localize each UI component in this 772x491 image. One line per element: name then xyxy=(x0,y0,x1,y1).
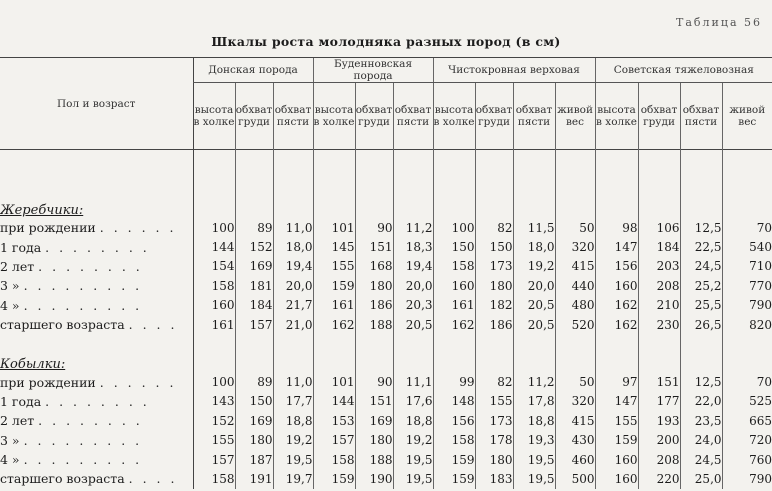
table-cell: 760 xyxy=(722,450,772,469)
row-label-text: при рождении xyxy=(0,220,96,236)
table-cell: 20,3 xyxy=(393,296,433,315)
row-label xyxy=(0,372,193,391)
table-cell: 155 xyxy=(595,411,638,430)
table-cell: 190 xyxy=(355,469,393,488)
row-label-text: старшего возраста xyxy=(0,471,125,487)
table-cell: 25,5 xyxy=(680,296,722,315)
table-cell: 20,5 xyxy=(513,296,555,315)
table-cell: 19,5 xyxy=(273,450,313,469)
table-cell: 460 xyxy=(555,450,595,469)
table-cell: 320 xyxy=(555,237,595,256)
metric-header: обхват пясти xyxy=(273,83,313,150)
table-cell: 17,8 xyxy=(513,392,555,411)
row-label xyxy=(0,296,193,315)
table-cell: 25,2 xyxy=(680,276,722,295)
table-cell: 24,5 xyxy=(680,257,722,276)
table-cell: 520 xyxy=(555,315,595,334)
table-cell: 160 xyxy=(433,276,475,295)
table-cell: 200 xyxy=(638,431,680,450)
table-cell: 188 xyxy=(355,450,393,469)
table-cell: 19,4 xyxy=(393,257,433,276)
table-row xyxy=(0,257,772,276)
row-label xyxy=(0,450,193,469)
metric-header: высота в холке xyxy=(595,83,638,150)
metric-header: обхват груди xyxy=(235,83,273,150)
table-cell: 665 xyxy=(722,411,772,430)
table-cell: 155 xyxy=(313,257,355,276)
table-cell: 144 xyxy=(193,237,235,256)
table-cell: 156 xyxy=(595,257,638,276)
table-cell: 210 xyxy=(638,296,680,315)
table-cell: 25,0 xyxy=(680,469,722,488)
leader-dots: . . . . . . . . . xyxy=(23,452,143,468)
table-cell: 20,5 xyxy=(513,315,555,334)
table-cell: 18,8 xyxy=(513,411,555,430)
table-cell: 20,0 xyxy=(513,276,555,295)
table-cell: 144 xyxy=(313,392,355,411)
table-cell: 160 xyxy=(193,296,235,315)
table-row xyxy=(0,431,772,450)
table-cell: 148 xyxy=(433,392,475,411)
table-cell: 184 xyxy=(235,296,273,315)
table-cell: 162 xyxy=(433,315,475,334)
table-cell: 101 xyxy=(313,218,355,237)
table-cell: 161 xyxy=(433,296,475,315)
breed-header: Советская тяжеловозная xyxy=(595,58,772,83)
table-cell: 21,7 xyxy=(273,296,313,315)
table-cell: 19,5 xyxy=(393,450,433,469)
metric-header: высота в холке xyxy=(193,83,235,150)
table-cell: 161 xyxy=(193,315,235,334)
table-cell: 145 xyxy=(313,237,355,256)
leader-dots: . . . . . . . . . xyxy=(23,297,143,313)
table-cell: 106 xyxy=(638,218,680,237)
row-label xyxy=(0,469,193,488)
table-cell: 480 xyxy=(555,296,595,315)
table-cell: 19,5 xyxy=(513,450,555,469)
table-cell: 169 xyxy=(235,257,273,276)
leader-dots: . . . . . . . . . xyxy=(23,278,143,294)
table-cell: 152 xyxy=(193,411,235,430)
table-row xyxy=(0,372,772,391)
table-cell: 184 xyxy=(638,237,680,256)
table-cell: 159 xyxy=(313,469,355,488)
table-cell: 11,2 xyxy=(513,372,555,391)
table-row xyxy=(0,392,772,411)
table-body xyxy=(0,150,772,489)
leader-dots: . . . . . . . . . xyxy=(23,432,143,448)
table-cell: 18,0 xyxy=(273,237,313,256)
table-cell: 147 xyxy=(595,237,638,256)
row-label xyxy=(0,257,193,276)
table-cell: 151 xyxy=(355,237,393,256)
row-label-text: при рождении xyxy=(0,374,96,390)
table-cell: 158 xyxy=(433,431,475,450)
row-label-text: 3 » xyxy=(0,432,20,448)
table-cell: 19,7 xyxy=(273,469,313,488)
table-cell: 152 xyxy=(235,237,273,256)
metric-header: обхват пясти xyxy=(513,83,555,150)
leader-dots: . . . . . . . . xyxy=(38,413,143,429)
table-cell: 82 xyxy=(475,372,513,391)
table-cell: 193 xyxy=(638,411,680,430)
table-cell: 180 xyxy=(355,431,393,450)
row-label-text: 2 лет xyxy=(0,258,35,274)
metric-header: обхват пясти xyxy=(680,83,722,150)
row-label xyxy=(0,392,193,411)
table-cell: 11,0 xyxy=(273,218,313,237)
row-label xyxy=(0,237,193,256)
table-cell: 720 xyxy=(722,431,772,450)
table-cell: 21,0 xyxy=(273,315,313,334)
table-cell: 180 xyxy=(475,276,513,295)
table-cell: 820 xyxy=(722,315,772,334)
table-cell: 181 xyxy=(235,276,273,295)
metric-header: высота в холке xyxy=(313,83,355,150)
table-cell: 790 xyxy=(722,469,772,488)
table-cell: 19,2 xyxy=(273,431,313,450)
table-cell: 186 xyxy=(355,296,393,315)
row-label-text: 3 » xyxy=(0,278,20,294)
table-title: Шкалы роста молодняка разных пород (в см) xyxy=(211,34,561,49)
table-cell: 82 xyxy=(475,218,513,237)
table-cell: 143 xyxy=(193,392,235,411)
table-row xyxy=(0,469,772,488)
growth-table xyxy=(0,57,772,489)
table-cell: 158 xyxy=(193,469,235,488)
table-cell: 173 xyxy=(475,411,513,430)
table-cell: 178 xyxy=(475,431,513,450)
table-cell: 187 xyxy=(235,450,273,469)
table-cell: 155 xyxy=(193,431,235,450)
row-label-text: 4 » xyxy=(0,297,20,313)
row-label-text: 1 года xyxy=(0,393,42,409)
table-cell: 100 xyxy=(193,218,235,237)
table-cell: 12,5 xyxy=(680,372,722,391)
table-cell: 99 xyxy=(433,372,475,391)
leader-dots: . . . . . . . . xyxy=(45,393,150,409)
table-cell: 440 xyxy=(555,276,595,295)
table-cell: 155 xyxy=(475,392,513,411)
table-cell: 26,5 xyxy=(680,315,722,334)
table-cell: 220 xyxy=(638,469,680,488)
table-cell: 180 xyxy=(235,431,273,450)
table-cell: 89 xyxy=(235,218,273,237)
metric-header: обхват груди xyxy=(475,83,513,150)
table-cell: 183 xyxy=(475,469,513,488)
table-cell: 168 xyxy=(355,257,393,276)
table-row xyxy=(0,411,772,430)
table-cell: 151 xyxy=(638,372,680,391)
table-cell: 156 xyxy=(433,411,475,430)
table-cell: 151 xyxy=(355,392,393,411)
table-cell: 158 xyxy=(193,276,235,295)
leader-dots: . . . . . . xyxy=(99,220,177,236)
table-cell: 19,2 xyxy=(513,257,555,276)
table-cell: 70 xyxy=(722,372,772,391)
table-cell: 100 xyxy=(193,372,235,391)
metric-header: обхват пясти xyxy=(393,83,433,150)
table-cell: 11,1 xyxy=(393,372,433,391)
table-cell: 177 xyxy=(638,392,680,411)
table-number: Таблица 56 xyxy=(676,16,762,29)
row-label xyxy=(0,315,193,334)
table-cell: 180 xyxy=(475,450,513,469)
table-cell: 24,0 xyxy=(680,431,722,450)
leader-dots: . . . . xyxy=(128,471,178,487)
table-cell: 23,5 xyxy=(680,411,722,430)
table-cell: 154 xyxy=(193,257,235,276)
table-cell: 162 xyxy=(595,296,638,315)
table-cell: 19,4 xyxy=(273,257,313,276)
table-cell: 70 xyxy=(722,218,772,237)
table-cell: 162 xyxy=(313,315,355,334)
table-cell: 20,5 xyxy=(393,315,433,334)
table-cell: 169 xyxy=(235,411,273,430)
table-cell: 18,8 xyxy=(273,411,313,430)
table-cell: 11,2 xyxy=(393,218,433,237)
table-cell: 180 xyxy=(355,276,393,295)
table-cell: 90 xyxy=(355,218,393,237)
table-cell: 159 xyxy=(433,450,475,469)
table-cell: 19,3 xyxy=(513,431,555,450)
table-cell: 159 xyxy=(595,431,638,450)
row-label xyxy=(0,218,193,237)
table-cell: 101 xyxy=(313,372,355,391)
table-cell: 525 xyxy=(722,392,772,411)
table-cell: 12,5 xyxy=(680,218,722,237)
table-cell: 160 xyxy=(595,450,638,469)
table-cell: 182 xyxy=(475,296,513,315)
table-cell: 20,0 xyxy=(393,276,433,295)
leader-dots: . . . . xyxy=(128,317,178,333)
table-cell: 157 xyxy=(313,431,355,450)
table-cell: 22,0 xyxy=(680,392,722,411)
table-cell: 320 xyxy=(555,392,595,411)
table-cell: 24,5 xyxy=(680,450,722,469)
table-cell: 150 xyxy=(433,237,475,256)
table-cell: 157 xyxy=(193,450,235,469)
breed-header: Чистокровная верховая xyxy=(433,58,595,83)
table-cell: 50 xyxy=(555,218,595,237)
table-cell: 19,5 xyxy=(393,469,433,488)
table-cell: 230 xyxy=(638,315,680,334)
table-cell: 186 xyxy=(475,315,513,334)
table-cell: 161 xyxy=(313,296,355,315)
table-cell: 162 xyxy=(595,315,638,334)
metric-header: высота в холке xyxy=(433,83,475,150)
table-cell: 500 xyxy=(555,469,595,488)
row-label-text: 2 лет xyxy=(0,413,35,429)
row-label-text: 1 года xyxy=(0,239,42,255)
table-cell: 20,0 xyxy=(273,276,313,295)
table-cell: 150 xyxy=(475,237,513,256)
table-row xyxy=(0,315,772,334)
row-label-text: 4 » xyxy=(0,452,20,468)
table-cell: 18,0 xyxy=(513,237,555,256)
table-cell: 710 xyxy=(722,257,772,276)
table-cell: 19,2 xyxy=(393,431,433,450)
table-cell: 100 xyxy=(433,218,475,237)
table-cell: 208 xyxy=(638,276,680,295)
table-cell: 540 xyxy=(722,237,772,256)
table-cell: 98 xyxy=(595,218,638,237)
metric-header: живой вес xyxy=(555,83,595,150)
table-cell: 22,5 xyxy=(680,237,722,256)
table-row xyxy=(0,450,772,469)
table-cell: 158 xyxy=(433,257,475,276)
table-cell: 90 xyxy=(355,372,393,391)
table-cell: 157 xyxy=(235,315,273,334)
breed-header: Донская порода xyxy=(193,58,313,83)
table-cell: 11,5 xyxy=(513,218,555,237)
row-label xyxy=(0,411,193,430)
table-cell: 191 xyxy=(235,469,273,488)
table-cell: 147 xyxy=(595,392,638,411)
table-cell: 188 xyxy=(355,315,393,334)
table-cell: 19,5 xyxy=(513,469,555,488)
group-heading: Жеребчики: xyxy=(0,203,84,218)
table-cell: 89 xyxy=(235,372,273,391)
group-heading: Кобылки: xyxy=(0,357,66,373)
leader-dots: . . . . . . xyxy=(99,374,177,390)
table-row xyxy=(0,237,772,256)
table-cell: 208 xyxy=(638,450,680,469)
row-header: Пол и возраст xyxy=(0,58,193,150)
table-cell: 11,0 xyxy=(273,372,313,391)
table-cell: 158 xyxy=(313,450,355,469)
table-cell: 415 xyxy=(555,411,595,430)
leader-dots: . . . . . . . . xyxy=(38,258,143,274)
table-cell: 153 xyxy=(313,411,355,430)
table-row xyxy=(0,296,772,315)
row-label-text: старшего возраста xyxy=(0,317,125,333)
leader-dots: . . . . . . . . xyxy=(45,239,150,255)
metric-header: обхват груди xyxy=(638,83,680,150)
table-cell: 50 xyxy=(555,372,595,391)
table-cell: 770 xyxy=(722,276,772,295)
table-cell: 159 xyxy=(313,276,355,295)
row-label xyxy=(0,431,193,450)
metric-header: живой вес xyxy=(722,83,772,150)
row-label xyxy=(0,276,193,295)
table-cell: 173 xyxy=(475,257,513,276)
table-cell: 790 xyxy=(722,296,772,315)
table-cell: 97 xyxy=(595,372,638,391)
table-cell: 150 xyxy=(235,392,273,411)
table-cell: 430 xyxy=(555,431,595,450)
table-cell: 17,7 xyxy=(273,392,313,411)
table-row xyxy=(0,276,772,295)
table-cell: 160 xyxy=(595,276,638,295)
table-cell: 18,3 xyxy=(393,237,433,256)
table-cell: 17,6 xyxy=(393,392,433,411)
table-cell: 18,8 xyxy=(393,411,433,430)
table-row xyxy=(0,218,772,237)
table-cell: 203 xyxy=(638,257,680,276)
table-cell: 160 xyxy=(595,469,638,488)
table-cell: 415 xyxy=(555,257,595,276)
breed-header: Буденновская порода xyxy=(313,58,433,83)
table-cell: 159 xyxy=(433,469,475,488)
table-cell: 169 xyxy=(355,411,393,430)
metric-header: обхват груди xyxy=(355,83,393,150)
